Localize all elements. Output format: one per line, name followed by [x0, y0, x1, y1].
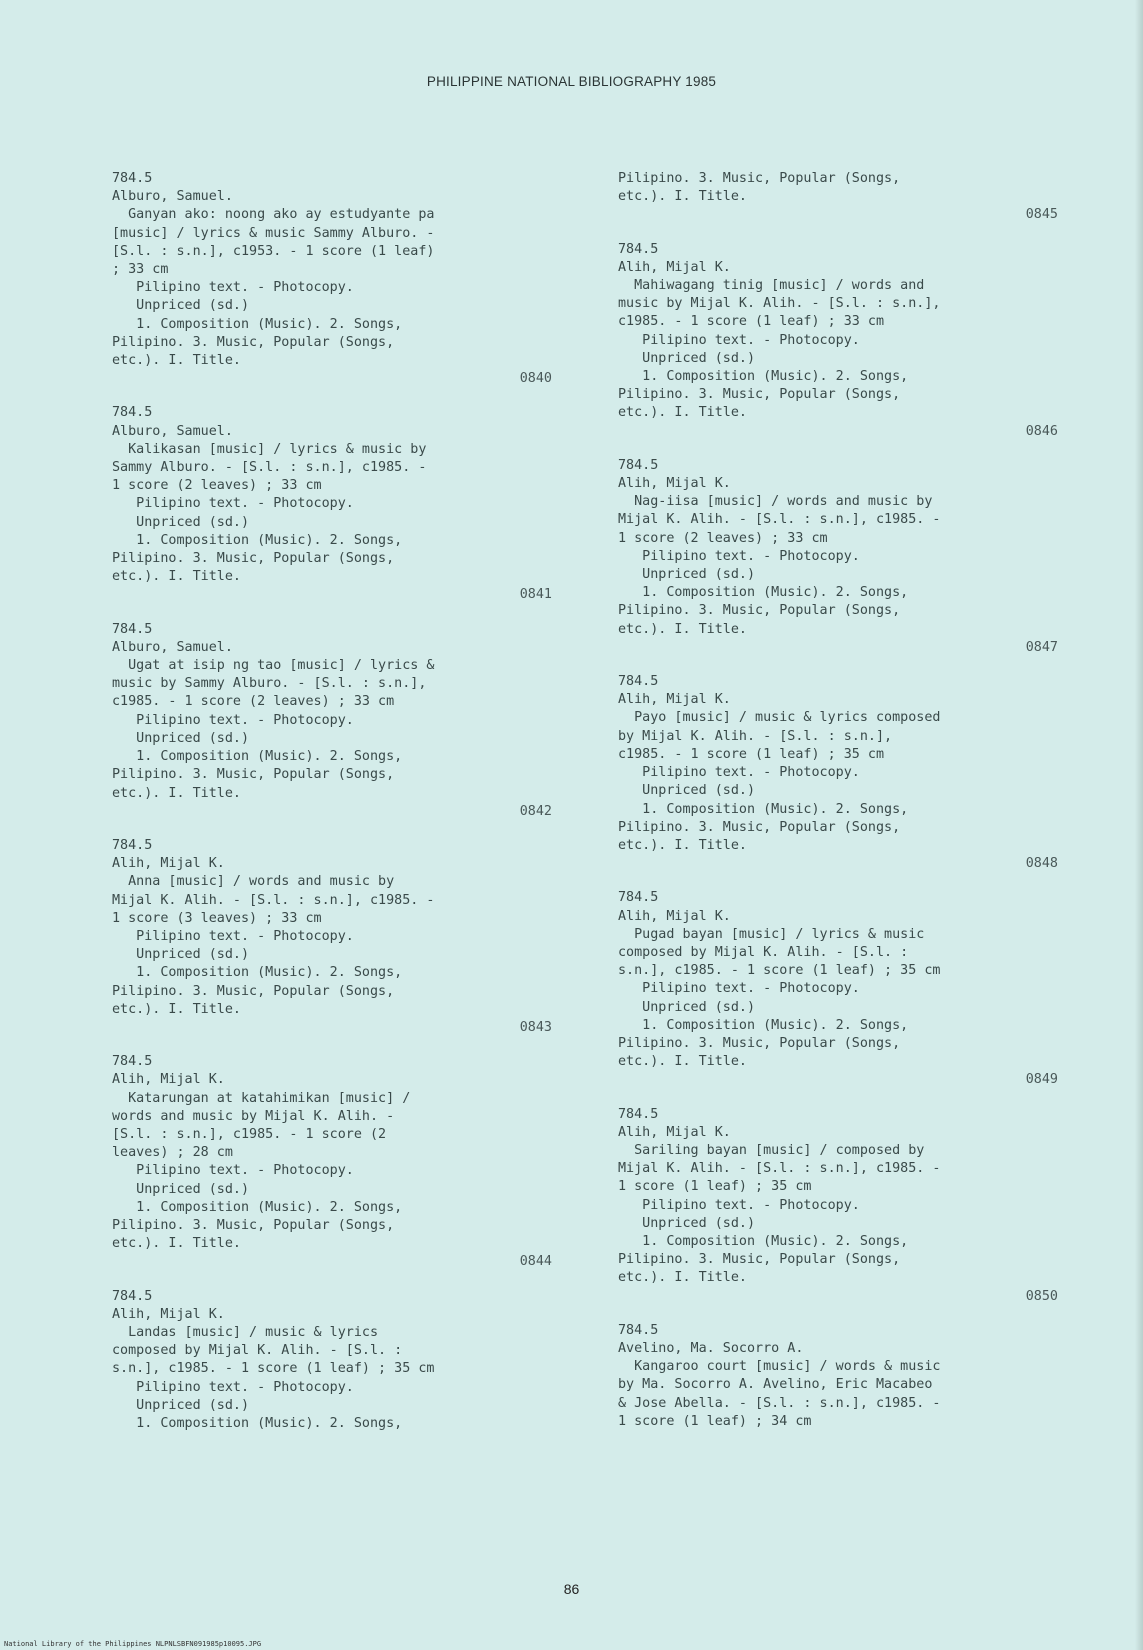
entry-line: etc.). I. Title.	[618, 405, 747, 421]
entry-line: Pilipino. 3. Music, Popular (Songs,	[618, 171, 901, 186]
entry-line: 1. Composition (Music). 2. Songs,	[618, 1017, 909, 1033]
call-number: 784.5	[618, 457, 659, 473]
entry-line: Mijal K. Alih. - [S.l. : s.n.], c1985. -	[112, 892, 435, 908]
entry-line: [S.l. : s.n.], c1953. - 1 score (1 leaf)	[112, 243, 435, 259]
control-number: 0840	[519, 371, 552, 387]
entry-line: 1. Composition (Music). 2. Songs,	[112, 965, 403, 981]
control-number: 0848	[1025, 856, 1058, 872]
entry-line: [music] / lyrics & music Sammy Alburo. -	[112, 225, 435, 241]
entry-line: words and music by Mijal K. Alih. -	[112, 1108, 395, 1124]
entry-line: Alih, Mijal K.	[618, 908, 731, 924]
entry-line: Alburo, Samuel.	[112, 189, 233, 205]
entry-line: c1985. - 1 score (1 leaf) ; 33 cm	[618, 314, 885, 330]
entry-line: Unpriced (sd.)	[618, 999, 756, 1015]
control-number: 0842	[519, 803, 552, 819]
entry-line: Pilipino text. - Photocopy.	[618, 981, 860, 997]
entry-line: Pilipino text. - Photocopy.	[112, 712, 354, 728]
entry-line: Alih, Mijal K.	[112, 1072, 225, 1088]
call-number: 784.5	[112, 171, 153, 186]
entry-line: 1. Composition (Music). 2. Songs,	[618, 1233, 909, 1249]
entry-line: Sariling bayan [music] / composed by	[618, 1142, 925, 1158]
entry-line: etc.). I. Title.	[112, 1236, 241, 1252]
entry-line: Unpriced (sd.)	[112, 1181, 250, 1197]
entry-line: Payo [music] / music & lyrics composed	[618, 710, 941, 726]
entry-line: Unpriced (sd.)	[112, 730, 250, 746]
entry-line: Pilipino. 3. Music, Popular (Songs,	[112, 551, 395, 567]
entry-line: Unpriced (sd.)	[112, 514, 250, 530]
bibliographic-entry	[618, 1322, 1058, 1431]
entry-line: Alih, Mijal K.	[618, 476, 731, 492]
entry-line: Nag-iisa [music] / words and music by	[618, 494, 933, 510]
entry-line: 1 score (1 leaf) ; 34 cm	[618, 1413, 812, 1429]
entry-line: etc.). I. Title.	[112, 569, 241, 585]
entry-line: etc.). I. Title.	[618, 189, 747, 205]
entry-line: Pilipino text. - Photocopy.	[618, 548, 860, 564]
entry-line: Anna [music] / words and music by	[112, 874, 395, 890]
entry-line: Pilipino text. - Photocopy.	[112, 280, 354, 296]
entry-line: 1 score (2 leaves) ; 33 cm	[112, 478, 322, 494]
entry-line: 1 score (2 leaves) ; 33 cm	[618, 530, 828, 546]
entry-line: 1. Composition (Music). 2. Songs,	[618, 585, 909, 601]
entry-line: c1985. - 1 score (1 leaf) ; 35 cm	[618, 746, 885, 762]
entry-line: etc.). I. Title.	[618, 1054, 747, 1070]
entry-line: etc.). I. Title.	[112, 785, 241, 801]
entry-line: Unpriced (sd.)	[618, 567, 756, 583]
entry-line: Mijal K. Alih. - [S.l. : s.n.], c1985. -	[618, 1161, 941, 1177]
page-edge-shadow	[1135, 0, 1143, 1650]
control-number: 0843	[519, 1019, 552, 1035]
entry-line: 1. Composition (Music). 2. Songs,	[618, 801, 909, 817]
entry-line: Pilipino text. - Photocopy.	[112, 928, 354, 944]
entry-line: Alburo, Samuel.	[112, 423, 233, 439]
entry-line: Ganyan ako: noong ako ay estudyante pa	[112, 207, 435, 223]
entry-line: Alih, Mijal K.	[618, 1124, 731, 1140]
entry-line: Pilipino. 3. Music, Popular (Songs,	[618, 603, 901, 619]
control-number: 0841	[519, 587, 552, 603]
entry-line: Alih, Mijal K.	[618, 692, 731, 708]
entry-line: s.n.], c1985. - 1 score (1 leaf) ; 35 cm	[112, 1361, 435, 1377]
entry-line: [S.l. : s.n.], c1985. - 1 score (2	[112, 1126, 387, 1142]
entry-line: Pilipino. 3. Music, Popular (Songs,	[112, 767, 395, 783]
entry-line: 1 score (3 leaves) ; 33 cm	[112, 910, 322, 926]
entry-line: Ugat at isip ng tao [music] / lyrics &	[112, 658, 435, 674]
entry-line: etc.). I. Title.	[618, 1270, 747, 1286]
entry-line: Avelino, Ma. Socorro A.	[618, 1340, 804, 1356]
bibliographic-entry	[618, 673, 1058, 873]
entry-line: 1. Composition (Music). 2. Songs,	[112, 532, 403, 548]
bibliographic-entry	[112, 1053, 552, 1271]
bibliographic-entry	[112, 404, 552, 604]
bibliographic-entry	[112, 837, 552, 1037]
entry-line: by Ma. Socorro A. Avelino, Eric Macabeo	[618, 1377, 933, 1393]
call-number: 784.5	[618, 890, 659, 906]
entry-line: Unpriced (sd.)	[112, 1397, 250, 1413]
call-number: 784.5	[618, 1322, 659, 1338]
bibliographic-entry	[618, 457, 1058, 657]
entry-line: Pilipino. 3. Music, Popular (Songs,	[112, 983, 395, 999]
call-number: 784.5	[112, 837, 153, 853]
entry-line: Alih, Mijal K.	[112, 856, 225, 872]
entry-line: music by Mijal K. Alih. - [S.l. : s.n.],	[618, 296, 941, 312]
entry-line: composed by Mijal K. Alih. - [S.l. :	[618, 944, 909, 960]
entry-line: Unpriced (sd.)	[112, 947, 250, 963]
entry-line: Pilipino text. - Photocopy.	[618, 765, 860, 781]
entry-line: Alburo, Samuel.	[112, 639, 233, 655]
entry-line: leaves) ; 28 cm	[112, 1145, 233, 1161]
entry-line: Unpriced (sd.)	[618, 350, 756, 366]
bibliographic-entry	[618, 170, 1058, 225]
control-number: 0844	[519, 1254, 552, 1270]
call-number: 784.5	[618, 674, 659, 690]
entry-line: Unpriced (sd.)	[618, 1215, 756, 1231]
entry-line: Katarungan at katahimikan [music] /	[112, 1090, 411, 1106]
entry-line: Pilipino. 3. Music, Popular (Songs,	[618, 1035, 901, 1051]
entry-line: etc.). I. Title.	[618, 837, 747, 853]
entry-line: Pilipino. 3. Music, Popular (Songs,	[618, 1252, 901, 1268]
entry-line: etc.). I. Title.	[618, 621, 747, 637]
control-number: 0846	[1025, 423, 1058, 439]
entry-line: etc.). I. Title.	[112, 1001, 241, 1017]
entry-line: Pugad bayan [music] / lyrics & music	[618, 926, 925, 942]
entry-line: Pilipino text. - Photocopy.	[618, 1197, 860, 1213]
entry-line: Pilipino. 3. Music, Popular (Songs,	[112, 334, 395, 350]
left-column	[112, 170, 552, 1449]
control-number: 0847	[1025, 639, 1058, 655]
entry-line: & Jose Abella. - [S.l. : s.n.], c1985. -	[618, 1395, 941, 1411]
entry-line: Sammy Alburo. - [S.l. : s.n.], c1985. -	[112, 460, 427, 476]
entry-line: Unpriced (sd.)	[112, 298, 250, 314]
entry-line: Landas [music] / music & lyrics	[112, 1324, 379, 1340]
call-number: 784.5	[112, 1054, 153, 1070]
entry-line: composed by Mijal K. Alih. - [S.l. :	[112, 1343, 403, 1359]
bibliographic-entry	[112, 1288, 552, 1434]
bibliographic-entry	[112, 621, 552, 821]
control-number: 0849	[1025, 1072, 1058, 1088]
entry-line: 1. Composition (Music). 2. Songs,	[112, 1416, 403, 1431]
entry-line: 1. Composition (Music). 2. Songs,	[112, 1199, 403, 1215]
entry-line: Pilipino text. - Photocopy.	[112, 1379, 354, 1395]
entry-line: c1985. - 1 score (2 leaves) ; 33 cm	[112, 694, 395, 710]
entry-line: etc.). I. Title.	[112, 353, 241, 369]
call-number: 784.5	[618, 1106, 659, 1122]
call-number: 784.5	[112, 405, 153, 421]
entry-line: s.n.], c1985. - 1 score (1 leaf) ; 35 cm	[618, 963, 941, 979]
control-number: 0850	[1025, 1288, 1058, 1304]
call-number: 784.5	[112, 621, 153, 637]
entry-line: 1. Composition (Music). 2. Songs,	[112, 749, 403, 765]
entry-line: 1 score (1 leaf) ; 35 cm	[618, 1179, 812, 1195]
control-number: 0845	[1025, 207, 1058, 223]
entry-line: Kangaroo court [music] / words & music	[618, 1359, 941, 1375]
bibliographic-entry	[112, 170, 552, 388]
entry-line: Mahiwagang tinig [music] / words and	[618, 278, 925, 294]
entry-line: 1. Composition (Music). 2. Songs,	[112, 316, 403, 332]
entry-line: Pilipino. 3. Music, Popular (Songs,	[618, 387, 901, 403]
entry-line: Pilipino. 3. Music, Popular (Songs,	[112, 1217, 395, 1233]
call-number: 784.5	[112, 1288, 153, 1304]
entry-line: Alih, Mijal K.	[112, 1306, 225, 1322]
entry-line: by Mijal K. Alih. - [S.l. : s.n.],	[618, 728, 893, 744]
bibliographic-entry	[618, 241, 1058, 441]
bibliographic-entry	[618, 1106, 1058, 1306]
entry-line: music by Sammy Alburo. - [S.l. : s.n.],	[112, 676, 427, 692]
entry-line: 1. Composition (Music). 2. Songs,	[618, 369, 909, 385]
entry-line: Unpriced (sd.)	[618, 783, 756, 799]
entry-line: Alih, Mijal K.	[618, 259, 731, 275]
page-number: 86	[563, 1581, 580, 1597]
entry-line: Pilipino text. - Photocopy.	[618, 332, 860, 348]
entry-line: Kalikasan [music] / lyrics & music by	[112, 441, 427, 457]
entry-line: Pilipino text. - Photocopy.	[112, 496, 354, 512]
page-header: PHILIPPINE NATIONAL BIBLIOGRAPHY 1985	[426, 74, 717, 89]
entry-line: Mijal K. Alih. - [S.l. : s.n.], c1985. -	[618, 512, 941, 528]
scan-footer: National Library of the Philippines NLPNLSBFN091985p10095.JPG	[4, 1640, 262, 1648]
call-number: 784.5	[618, 241, 659, 257]
entry-line: ; 33 cm	[112, 262, 169, 278]
bibliographic-entry	[618, 889, 1058, 1089]
entry-line: Pilipino text. - Photocopy.	[112, 1163, 354, 1179]
right-column	[618, 170, 1058, 1447]
entry-line: Pilipino. 3. Music, Popular (Songs,	[618, 819, 901, 835]
